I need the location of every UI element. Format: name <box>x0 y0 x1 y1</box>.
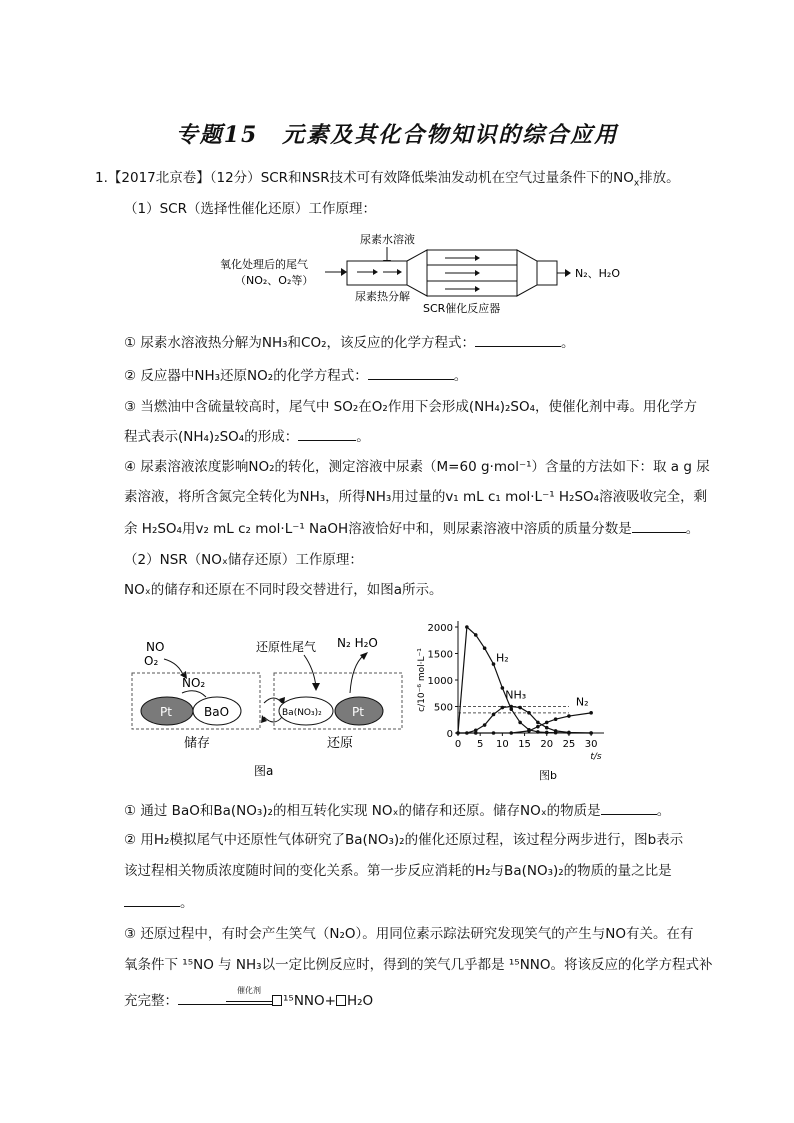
product-1: ¹⁵NNO+ <box>283 993 336 1009</box>
answer-blank[interactable] <box>124 892 180 907</box>
data-point <box>501 706 505 710</box>
series-line <box>458 707 591 734</box>
question-sub: x <box>633 178 640 189</box>
x-tick-label: 0 <box>454 739 462 750</box>
data-point <box>545 726 549 730</box>
figure-a-caption: 图a <box>254 764 274 778</box>
q1-item-1-end: 。 <box>561 335 575 351</box>
answer-blank[interactable] <box>475 332 561 347</box>
q2-item-1 <box>124 800 670 821</box>
data-point <box>527 729 531 733</box>
series-label: N₂ <box>575 695 589 709</box>
data-point <box>554 729 558 733</box>
q1-item-3-end: 。 <box>356 429 370 445</box>
q1-item-3-text: 程式表示(NH₄)₂SO₄的形成： <box>124 429 299 445</box>
series-line <box>458 713 591 733</box>
data-point <box>589 731 593 735</box>
x-tick-label: 5 <box>477 739 484 750</box>
data-point <box>492 662 496 666</box>
reducing-gas: 还原性尾气 <box>256 640 317 654</box>
data-point <box>509 705 513 709</box>
y-tick-label: 0 <box>446 729 453 740</box>
q1-item-4-text: 余 H₂SO₄用v₂ mL c₂ mol·L⁻¹ NaOH溶液恰好中和，则尿素溶液中溶质的质量分数是 <box>124 521 632 537</box>
q2-item-3-line1: ③ 还原过程中，有时会产生笑气（N₂O）。用同位素示踪法研究发现笑气的产生与NO有关。在有 <box>124 926 694 942</box>
coefficient-box[interactable] <box>272 995 282 1006</box>
question-intro <box>95 168 680 188</box>
gas-no: NO <box>146 640 165 654</box>
answer-blank[interactable] <box>368 365 454 380</box>
x-tick-label: 15 <box>518 739 531 750</box>
product-2: H₂O <box>346 993 374 1009</box>
label-exhaust-line1: 氧化处理后的尾气 <box>220 258 308 271</box>
series-label: H₂ <box>496 651 509 665</box>
x-tick-label: 10 <box>496 739 509 750</box>
data-point <box>536 725 540 729</box>
answer-blank[interactable] <box>632 518 686 533</box>
pt-label-store: Pt <box>160 705 172 719</box>
q1-item-1 <box>124 332 575 353</box>
x-tick-label: 25 <box>562 739 576 750</box>
bano3-label: Ba(NO₃)₂ <box>282 708 322 718</box>
catalyst-label: 催化剂 <box>237 986 261 995</box>
data-point <box>483 723 487 727</box>
data-point <box>536 721 540 725</box>
data-point <box>567 714 571 718</box>
figure-b-caption: 图b <box>539 769 557 782</box>
y-tick-label: 500 <box>433 702 453 714</box>
q2-item-3-line2: 氧条件下 ¹⁵NO 与 NH₃以一定比例反应时，得到的笑气几乎都是 ¹⁵NNO。将该反应的化学方程式补 <box>124 957 713 973</box>
x-tick-label: 30 <box>584 739 598 750</box>
part1-heading: （1）SCR（选择性催化还原）工作原理： <box>124 201 376 217</box>
q2-item-3-line3 <box>124 986 374 1011</box>
data-point <box>518 721 522 725</box>
gas-no2: NO₂ <box>182 676 206 690</box>
page-title: 专题15 元素及其化合物知识的综合应用 <box>175 122 619 148</box>
data-point <box>492 713 496 717</box>
scr-diagram <box>215 228 635 318</box>
q2-item-1-end: 。 <box>656 803 671 819</box>
answer-blank[interactable] <box>298 426 356 441</box>
data-point <box>456 731 460 735</box>
q1-item-1-text: ① 尿素水溶液热分解为NH₃和CO₂，该反应的化学方程式： <box>124 335 476 351</box>
question-source: 【2017北京卷】 <box>107 170 210 186</box>
reduce-label: 还原 <box>327 736 354 751</box>
data-point <box>536 730 540 734</box>
y-tick-label: 1500 <box>427 649 453 661</box>
question-text: SCR和NSR技术可有效降低柴油发动机在空气过量条件下的NO <box>260 170 634 186</box>
question-tail: 排放。 <box>639 170 680 186</box>
q1-item-4-end: 。 <box>685 521 700 537</box>
x-axis-label: t/s <box>590 752 602 762</box>
label-exhaust-line2: （NO₂、O₂等） <box>235 274 314 287</box>
figure-a <box>124 625 409 785</box>
figure-b-chart <box>412 615 612 785</box>
gas-o2: O₂ <box>144 654 159 668</box>
answer-blank[interactable] <box>178 990 226 1005</box>
data-point <box>589 711 593 715</box>
data-point <box>474 731 478 735</box>
data-point <box>501 686 505 690</box>
q1-item-2-text: ② 反应器中NH₃还原NO₂的化学方程式： <box>124 368 368 384</box>
store-label: 储存 <box>184 736 211 751</box>
question-score: （12分） <box>209 170 261 186</box>
q2-item-3-prefix: 充完整： <box>124 993 178 1009</box>
q1-item-4-line1: ④ 尿素溶液浓度影响NO₂的转化，测定溶液中尿素（M=60 g·mol⁻¹）含量的方法如下：取 a g 尿 <box>124 459 710 475</box>
q2-item-2-line2: 该过程相关物质浓度随时间的变化关系。第一步反应消耗的H₂与Ba(NO₃)₂的物质的量之比是 <box>124 863 672 879</box>
part2-heading: （2）NSR（NOₓ储存还原）工作原理： <box>124 552 363 568</box>
data-point <box>567 731 571 735</box>
series-label: NH₃ <box>505 688 527 702</box>
pt-label-reduce: Pt <box>352 705 364 719</box>
q1-item-2 <box>124 365 467 386</box>
data-point <box>483 646 487 650</box>
data-point <box>545 721 549 725</box>
q1-item-3-line1: ③ 当燃油中含硫量较高时，尾气中 SO₂在O₂作用下会形成(NH₄)₂SO₄，使催化剂中毒。用化学方 <box>124 399 698 415</box>
data-point <box>554 717 558 721</box>
data-point <box>465 625 469 629</box>
q2-item-2-line1: ② 用H₂模拟尾气中还原性气体研究了Ba(NO₃)₂的催化还原过程，该过程分两步进行，图b表示 <box>124 832 684 848</box>
series-line <box>458 627 591 733</box>
label-output: N₂、H₂O <box>575 267 620 280</box>
y-tick-label: 2000 <box>427 623 453 634</box>
answer-blank[interactable] <box>601 800 657 815</box>
y-axis-label: c/10⁻⁶ mol·L⁻¹ <box>417 648 427 712</box>
x-tick-label: 20 <box>540 739 554 750</box>
data-point <box>518 706 522 710</box>
data-point <box>527 711 531 715</box>
catalyst-arrow <box>226 986 272 1005</box>
label-reactor: SCR催化反应器 <box>423 302 501 315</box>
label-decomp: 尿素热分解 <box>355 290 410 303</box>
q1-item-4-line3 <box>124 518 699 539</box>
products-label: N₂ H₂O <box>337 636 378 650</box>
data-point <box>545 731 549 735</box>
q2-item-2-line3 <box>124 892 194 913</box>
data-point <box>492 731 496 735</box>
q2-item-1-text: ① 通过 BaO和Ba(NO₃)₂的相互转化实现 NOₓ的储存和还原。储存NOₓ的物质是 <box>124 803 601 819</box>
data-point <box>474 633 478 637</box>
y-tick-label: 1000 <box>427 676 453 687</box>
chart-series <box>456 625 593 735</box>
q1-item-4-line2: 素溶液，将所含氮完全转化为NH₃，所得NH₃用过量的v₁ mL c₁ mol·L⁻¹ H₂SO₄溶液吸收完全，剩 <box>124 489 708 505</box>
question-number: 1. <box>95 170 108 186</box>
coefficient-box[interactable] <box>336 995 346 1006</box>
q1-item-3-line2 <box>124 426 370 447</box>
q2-item-2-end: 。 <box>180 895 194 911</box>
q1-item-2-end: 。 <box>453 368 468 384</box>
bao-label: BaO <box>204 705 230 719</box>
label-urea: 尿素水溶液 <box>360 233 415 246</box>
data-point <box>509 731 513 735</box>
part2-desc: NOₓ的储存和还原在不同时段交替进行，如图a所示。 <box>124 582 443 598</box>
